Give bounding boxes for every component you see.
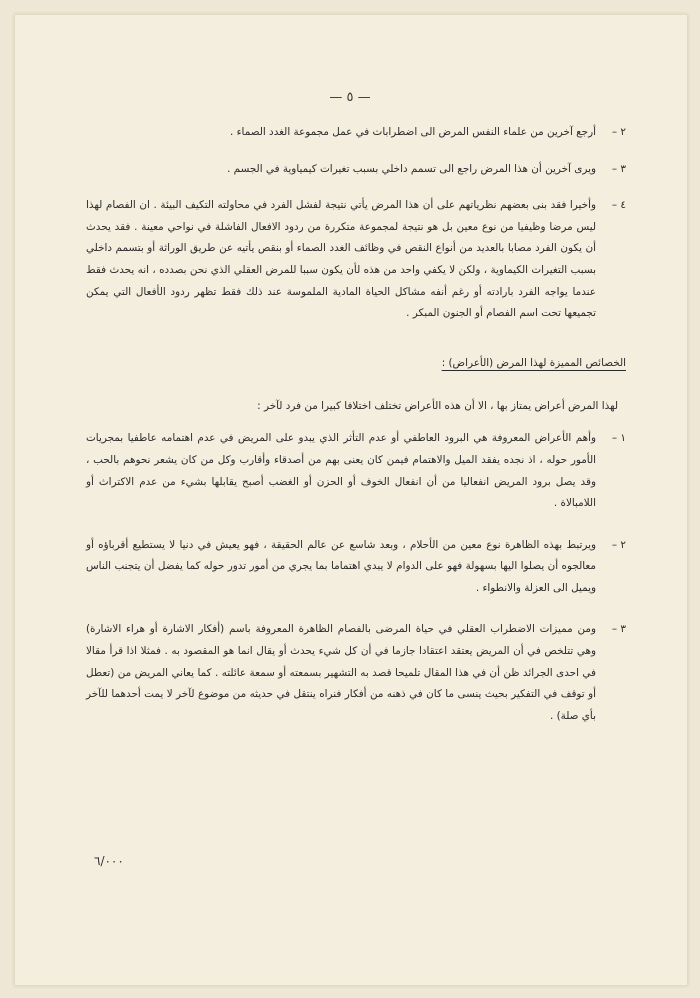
symptom-item-3	[86, 619, 626, 727]
footer-reference: ٦/٠٠٠	[94, 854, 124, 868]
item-number: ٢ –	[611, 538, 626, 551]
item-number: ٤ –	[611, 199, 626, 212]
symptom-item-1	[86, 428, 626, 514]
item-text: أرجع آخرين من علماء النفس المرض الى اضطرابات في عمل مجموعة الغدد الصماء .	[230, 126, 596, 138]
item-number: ٣ –	[611, 623, 626, 636]
item-number: ٣ –	[611, 162, 626, 175]
intro-paragraph: لهذا المرض أعراض يمتاز بها ، الا أن هذه الأعراض تختلف اختلافا كبيرا من فرد لآخر :	[257, 400, 618, 413]
item-text: وأهم الأعراض المعروفة هي البرود العاطفي أو عدم التأثر الذي يبدو على المريض في عدم اهتمامه عاطفيا بمجريات الأمور حوله ، اذ نجده يفقد الميل والاهتمام فيمن كان يعنى بهم من أصدقاء وأقارب وكل من كان يشعر نحوهم بالحب ، وقد يصل برود المريض انفعاليا من أن انفعال الخوف أو الحزن أو الغضب أصبح يقابلها بشيء من عدم الاكتراث أو اللامبالاة .	[86, 432, 596, 510]
item-text: ويرى آخرين أن هذا المرض راجع الى تسمم داخلي بسبب تغيرات كيمياوية في الجسم .	[227, 162, 596, 175]
item-text: ومن مميزات الاضطراب العقلي في حياة المرضى بالفصام الظاهرة المعروفة باسم (أفكار الاشارة أو هراء الاشارة) وهي تتلخص في أن المريض يعتقد اعتقادا جازما في أن كل شيء يحدث أو يقال انما هو المقصود به . فمثلا اذا قرأ مقالا في احدى الجرائد ظن أن في هذا المقال تلميحا قصد به التشهير بسمعته أو سمعة عائلته . كما يعاني المريض من (تعطل أو توقف في التفكير بحيث ينسى ما كان في ذهنه من أفكار فنراه ينتقل في حديثه من موضوع لآخر لا يمت أحدهما للآخر بأي صلة) .	[86, 623, 596, 722]
document-body	[86, 122, 626, 727]
symptom-item-2	[86, 535, 626, 600]
section-heading: الخصائص المميزة لهذا المرض (الأعراض) :	[441, 356, 626, 369]
cause-item-3	[86, 159, 626, 181]
item-number: ٢ –	[611, 126, 626, 138]
item-number: ١ –	[611, 432, 626, 445]
cause-item-4	[86, 195, 626, 325]
page-number: — ٥ —	[329, 90, 371, 105]
cause-item-2	[86, 122, 626, 144]
item-text: وأخيرا فقد بنى بعضهم نظرياتهم على أن هذا المرض يأتي نتيجة لفشل الفرد في محاولته التكيف البيئة . ان الفصام لهذا ليس مرضا وظيفيا من نوع معين بل هو نتيجة لمجموعة متكررة من ردود الافعال الفاشلة في نواحي معينة . فقد يحدث أن يكون الفرد مصابا بالعديد من أنواع النقص في وظائف الغدد الصماء أو بنقص يأتيه عن طريق الوراثة أو بتسمم داخلي بسبب التغيرات الكيماوية ، ولكن لا يكفي واحد من هذه لأن يكون سببا للمرض العقلي الذي نحن بصدده ، انه يحدث فقط عندما يواجه الفرد بارادته أو رغم أنفه مشاكل الحياة المادية الملموسة عند ذلك فقط تظهر ردود الأفعال التي يمكن تجميعها تحت اسم الفصام أو الجنون المبكر .	[86, 199, 596, 320]
item-text: ويرتبط بهذه الظاهرة نوع معين من الأحلام ، وبعد شاسع عن عالم الحقيقة ، فهو يعيش في دنيا لا يستطيع أقرباؤه أو معالجوه أن يصلوا اليها بسهولة فهو على الدوام لا يبدي اهتماما بما يجري من أمور تدور حوله كما يفضل أن يتجنب الناس ويميل الى العزلة والانطواء .	[86, 538, 596, 594]
